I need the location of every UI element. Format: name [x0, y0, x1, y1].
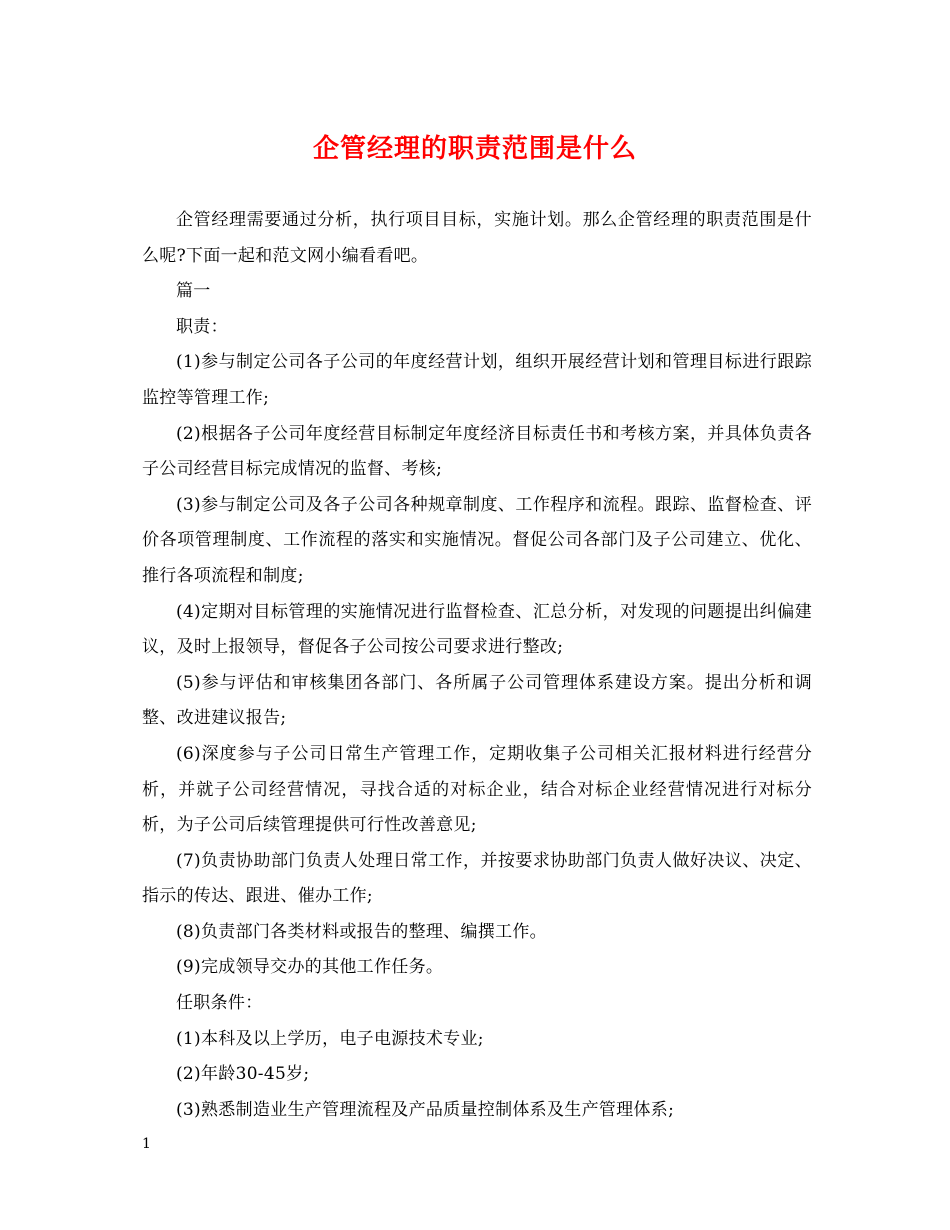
paragraph-duty-2: (2)根据各子公司年度经营目标制定年度经济目标责任书和考核方案，并具体负责各子公司经营目标完成情况的监督、考核; [142, 423, 812, 480]
paragraph-requirement-3: (3)熟悉制造业生产管理流程及产品质量控制体系及生产管理体系; [176, 1099, 675, 1120]
paragraph-section-heading: 篇一 [176, 281, 211, 302]
paragraph-duty-4: (4)定期对目标管理的实施情况进行监督检查、汇总分析，对发现的问题提出纠偏建议，及时上报领导，督促各子公司按公司要求进行整改; [142, 601, 812, 658]
document-body [142, 203, 812, 1128]
paragraph-requirement-2: (2)年龄30-45岁; [176, 1064, 310, 1085]
paragraph-duty-6: (6)深度参与子公司日常生产管理工作，定期收集子公司相关汇报材料进行经营分析，并就子公司经营情况，寻找合适的对标企业，结合对标企业经营情况进行对标分析，为子公司后续管理提供可行性改善意见; [142, 743, 812, 836]
paragraph-duty-9: (9)完成领导交办的其他工作任务。 [176, 957, 444, 978]
paragraph-duty-7: (7)负责协助部门负责人处理日常工作，并按要求协助部门负责人做好决议、决定、指示的传达、跟进、催办工作; [142, 850, 812, 907]
paragraph-requirements-heading: 任职条件： [176, 993, 263, 1014]
paragraph-requirement-1: (1)本科及以上学历，电子电源技术专业; [176, 1028, 484, 1049]
paragraph-duty-8: (8)负责部门各类材料或报告的整理、编撰工作。 [176, 921, 547, 942]
page-number: 1 [142, 1136, 151, 1152]
paragraph-duties-heading: 职责： [176, 316, 228, 337]
document-title: 企管经理的职责范围是什么 [312, 134, 637, 164]
paragraph-duty-3: (3)参与制定公司及各子公司各种规章制度、工作程序和流程。跟踪、监督检查、评价各项管理制度、工作流程的落实和实施情况。督促公司各部门及子公司建立、优化、推行各项流程和制度; [142, 494, 812, 586]
paragraph-intro: 企管经理需要通过分析，执行项目目标，实施计划。那么企管经理的职责范围是什么呢?下面一起和范文网小编看看吧。 [142, 210, 812, 266]
paragraph-duty-5: (5)参与评估和审核集团各部门、各所属子公司管理体系建设方案。提出分析和调整、改进建议报告; [142, 672, 812, 729]
paragraph-duty-1: (1)参与制定公司各子公司的年度经营计划，组织开展经营计划和管理目标进行跟踪监控等管理工作; [142, 352, 812, 408]
